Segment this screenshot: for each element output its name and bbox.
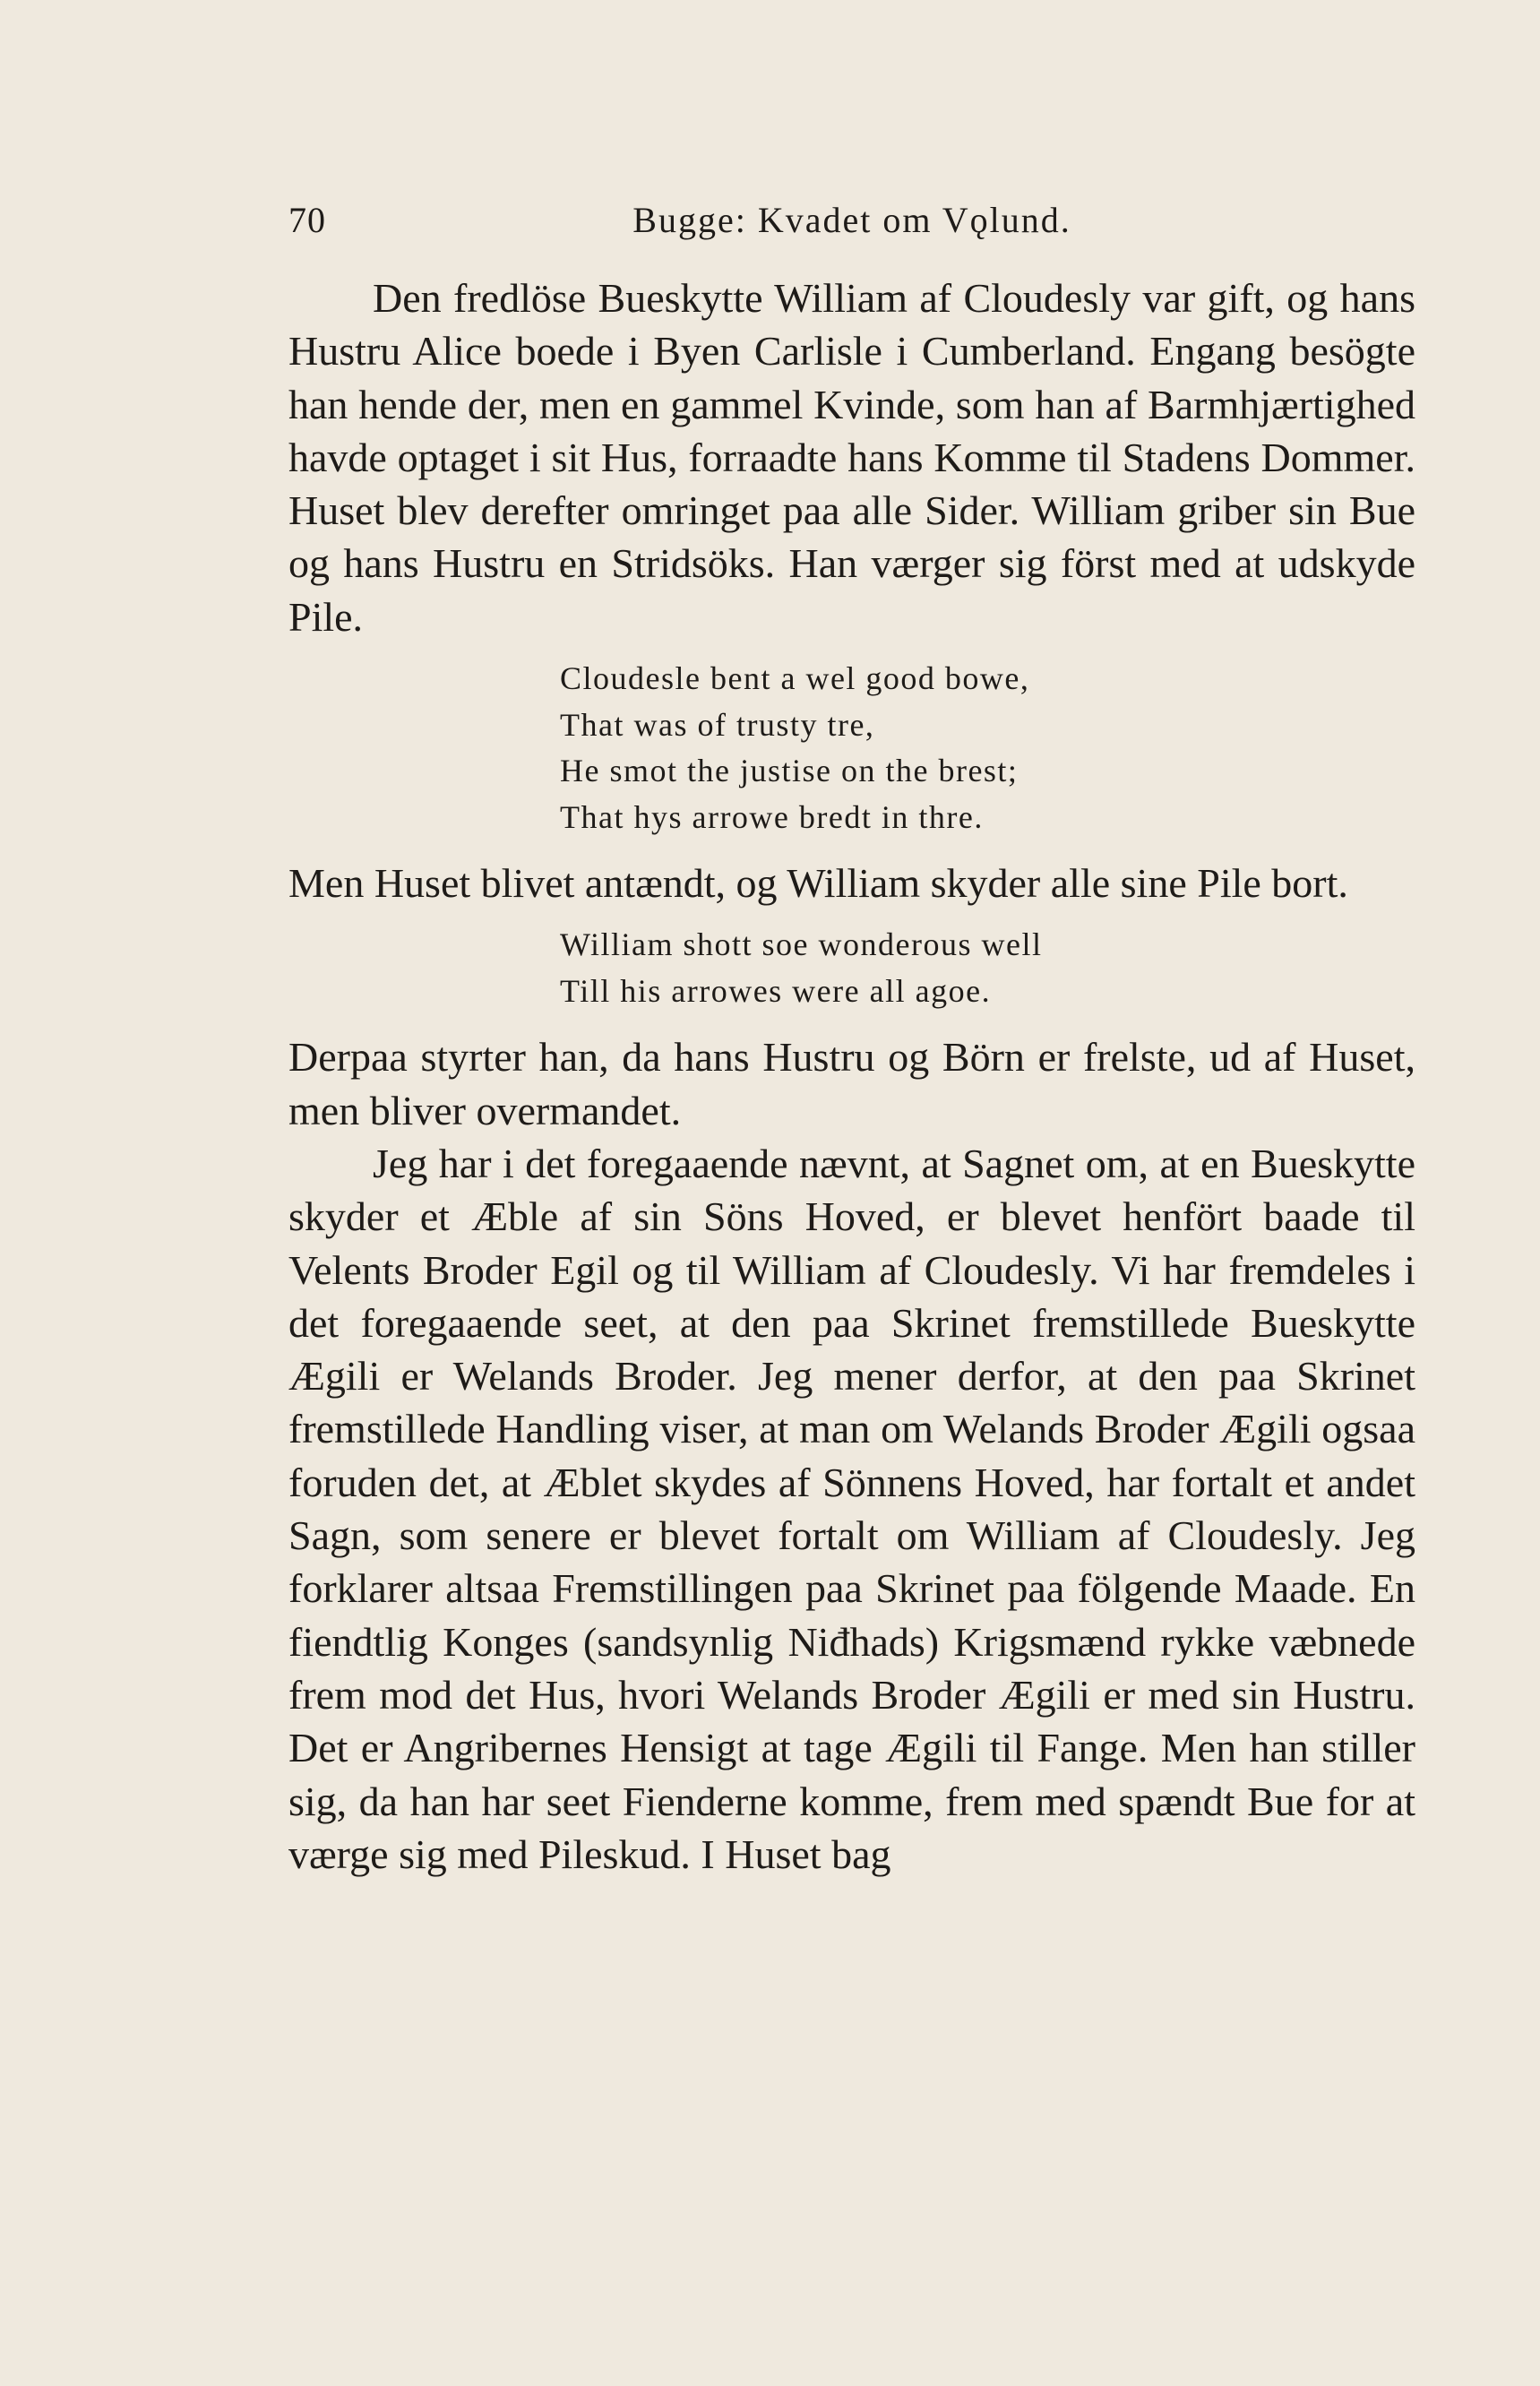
- verse-line: Cloudesle bent a wel good bowe,: [560, 660, 1030, 697]
- page-number: 70: [288, 200, 326, 240]
- paragraph-1: Den fredlöse Bueskytte William af Cloudesly var gift, og hans Hustru Alice boede i Byen Carlisle i Cumberland. Engang besögte han hende der, men en gammel Kvinde, som han af Barmhjærtighed havde optaget i sit Hus, forraadte hans Komme til Stadens Dommer. Huset blev derefter omringet paa alle Sider. William griber sin Bue og hans Hustru en Stridsöks. Han værger sig först med at udskyde Pile.: [288, 275, 1415, 640]
- verse-line: That was of trusty tre,: [560, 706, 875, 743]
- running-title: Bugge: Kvadet om Vǫlund.: [632, 200, 1071, 240]
- page-header: [288, 199, 1415, 253]
- body-text: [288, 271, 1415, 1881]
- verse-line: William shott soe wonderous well: [560, 926, 1043, 963]
- verse-line: Till his arrowes were all agoe.: [560, 972, 992, 1009]
- verse-quote-2: [560, 922, 1415, 1014]
- verse-line: He smot the justise on the brest;: [560, 753, 1019, 789]
- paragraph-3: Derpaa styrter han, da hans Hustru og Börn er frelste, ud af Huset, men bliver overmandet.: [288, 1034, 1415, 1133]
- paragraph-4: Jeg har i det foregaaende nævnt, at Sagnet om, at en Bueskytte skyder et Æble af sin Söns Hoved, er blevet henfört baade til Velents Broder Egil og til William af Cloudesly. Vi har fremdeles i det foregaaende seet, at den paa Skrinet fremstillede Bueskytte Ægili er Welands Broder. Jeg mener derfor, at den paa Skrinet fremstillede Handling viser, at man om Welands Broder Ægili ogsaa foruden det, at Æblet skydes af Sönnens Hoved, har fortalt et andet Sagn, som senere er blevet fortalt om William af Cloudesly. Jeg forklarer altsaa Fremstillingen paa Skrinet paa fölgende Maade. En fiendtlig Konges (sandsynlig Niđhads) Krigsmænd rykke væbnede frem mod det Hus, hvori Welands Broder Ægili er med sin Hustru. Det er Angribernes Hensigt at tage Ægili til Fange. Men han stiller sig, da han har seet Fienderne komme, frem med spændt Bue for at værge sig med Pileskud. I Huset bag: [288, 1140, 1415, 1877]
- verse-line: That hys arrowe bredt in thre.: [560, 798, 984, 835]
- verse-quote-1: [560, 656, 1415, 840]
- paragraph-2: Men Huset blivet antændt, og William skyder alle sine Pile bort.: [288, 860, 1348, 907]
